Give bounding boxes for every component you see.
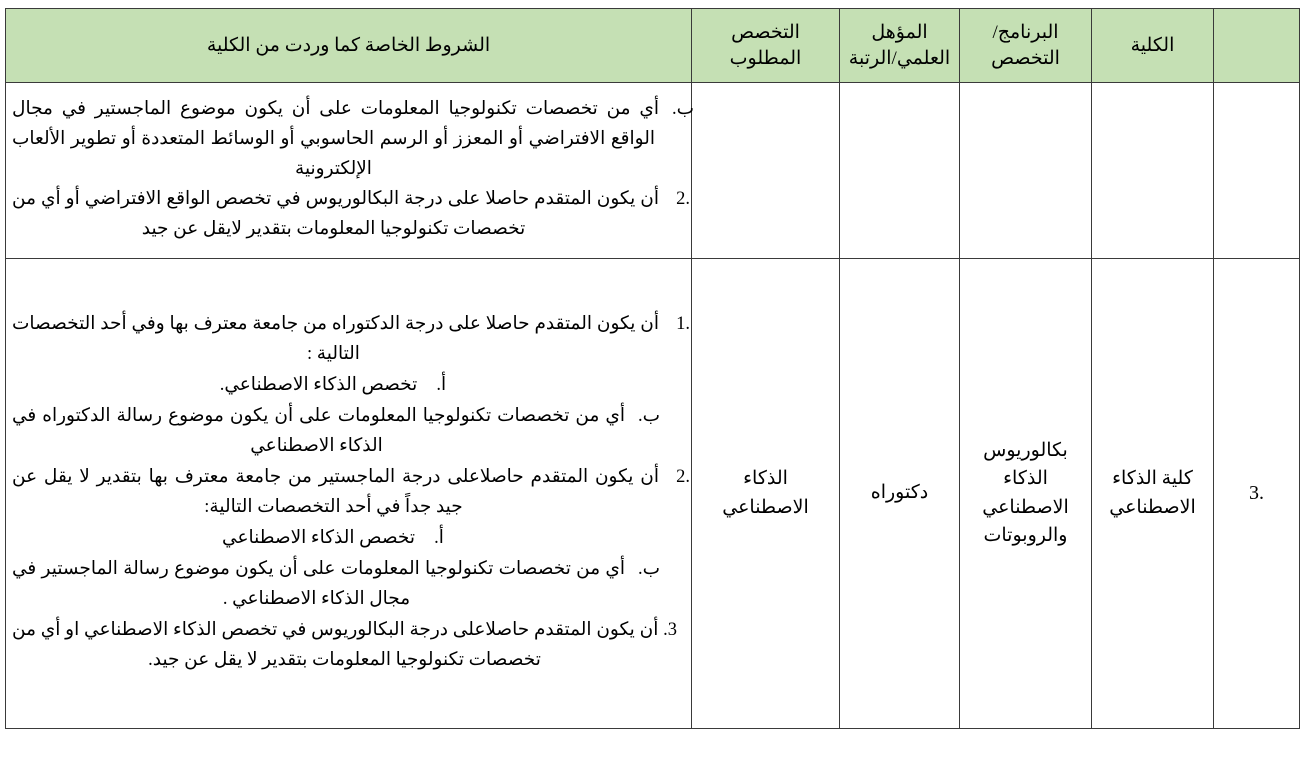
condition-item bbox=[12, 463, 690, 523]
cell-program: بكالوريوس الذكاء الاصطناعي والروبوتات bbox=[960, 259, 1092, 729]
condition-marker: أ. bbox=[436, 375, 447, 396]
condition-marker: .2 bbox=[676, 189, 690, 210]
cell-qualification: دكتوراه bbox=[840, 259, 960, 729]
condition-text: تخصص الذكاء الاصطناعي. bbox=[219, 375, 418, 396]
condition-marker: أ. bbox=[434, 527, 444, 548]
condition-item bbox=[12, 185, 690, 245]
cell-index bbox=[1214, 83, 1300, 259]
condition-marker: ب. bbox=[671, 98, 695, 119]
cell-college bbox=[1092, 83, 1214, 259]
cell-conditions bbox=[6, 259, 692, 729]
condition-text: أي من تخصصات تكنولوجيا المعلومات على أن يكون موضوع الماجستير في مجال الواقع الافتراضي أو المعزز أو الرسم الحاسوبي أو الوسائط المتعددة أو تطوير الألعاب الإلكترونية bbox=[12, 98, 659, 179]
condition-text: أي من تخصصات تكنولوجيا المعلومات على أن يكون موضوع رسالة الدكتوراه في الذكاء الاصطناعي bbox=[12, 406, 625, 457]
header-specialization: التخصص المطلوب bbox=[692, 9, 840, 83]
condition-text: أن يكون المتقدم حاصلا على درجة البكالوريوس في تخصص الواقع الافتراضي أو أي من تخصصات تكنولوجيا المعلومات بتقدير لايقل عن جيد bbox=[12, 189, 659, 240]
table-body bbox=[6, 83, 1300, 729]
condition-text: أي من تخصصات تكنولوجيا المعلومات على أن يكون موضوع رسالة الماجستير في مجال الذكاء الاصطناعي . bbox=[12, 558, 625, 609]
conditions-list bbox=[12, 310, 690, 676]
condition-marker: ب. bbox=[637, 558, 661, 579]
condition-text: تخصص الذكاء الاصطناعي bbox=[222, 527, 415, 548]
cell-program bbox=[960, 83, 1092, 259]
condition-item bbox=[12, 371, 685, 401]
condition-marker: .2 bbox=[676, 467, 690, 488]
condition-text: أن يكون المتقدم حاصلا على درجة الدكتوراه من جامعة معترف بها وفي أحد التخصصات التالية : bbox=[12, 314, 659, 365]
condition-text: 3. أن يكون المتقدم حاصلاعلى درجة البكالوريوس في تخصص الذكاء الاصطناعي او أي من تخصصات تكنولوجيا المعلومات بتقدير لا يقل عن جيد. bbox=[12, 619, 677, 670]
table-row bbox=[6, 259, 1300, 729]
condition-marker: .1 bbox=[676, 314, 690, 335]
cell-conditions bbox=[6, 83, 695, 259]
condition-item bbox=[12, 95, 695, 185]
condition-marker: ب. bbox=[637, 406, 661, 427]
table-row bbox=[6, 83, 1300, 259]
header-index bbox=[1214, 9, 1300, 83]
condition-item bbox=[12, 310, 690, 370]
table-header bbox=[6, 9, 1300, 83]
cell-qualification bbox=[840, 83, 960, 259]
condition-item bbox=[12, 555, 685, 615]
condition-item bbox=[12, 402, 685, 462]
header-conditions: الشروط الخاصة كما وردت من الكلية bbox=[6, 9, 692, 83]
conditions-list bbox=[12, 95, 695, 246]
header-qualification: المؤهل العلمي/الرتبة bbox=[840, 9, 960, 83]
condition-text: أن يكون المتقدم حاصلاعلى درجة الماجستير من جامعة معترف بها بتقدير لا يقل عن جيد جداً في أحد التخصصات التالية: bbox=[12, 467, 659, 517]
cell-specialization bbox=[692, 83, 840, 259]
header-row bbox=[6, 9, 1300, 83]
cell-index: .3 bbox=[1214, 259, 1300, 729]
cell-specialization: الذكاء الاصطناعي bbox=[692, 259, 840, 729]
condition-item bbox=[12, 524, 685, 554]
header-college: الكلية bbox=[1092, 9, 1214, 83]
condition-item bbox=[12, 616, 685, 676]
header-program: البرنامج/ التخصص bbox=[960, 9, 1092, 83]
requirements-table bbox=[5, 8, 1300, 729]
cell-college: كلية الذكاء الاصطناعي bbox=[1092, 259, 1214, 729]
